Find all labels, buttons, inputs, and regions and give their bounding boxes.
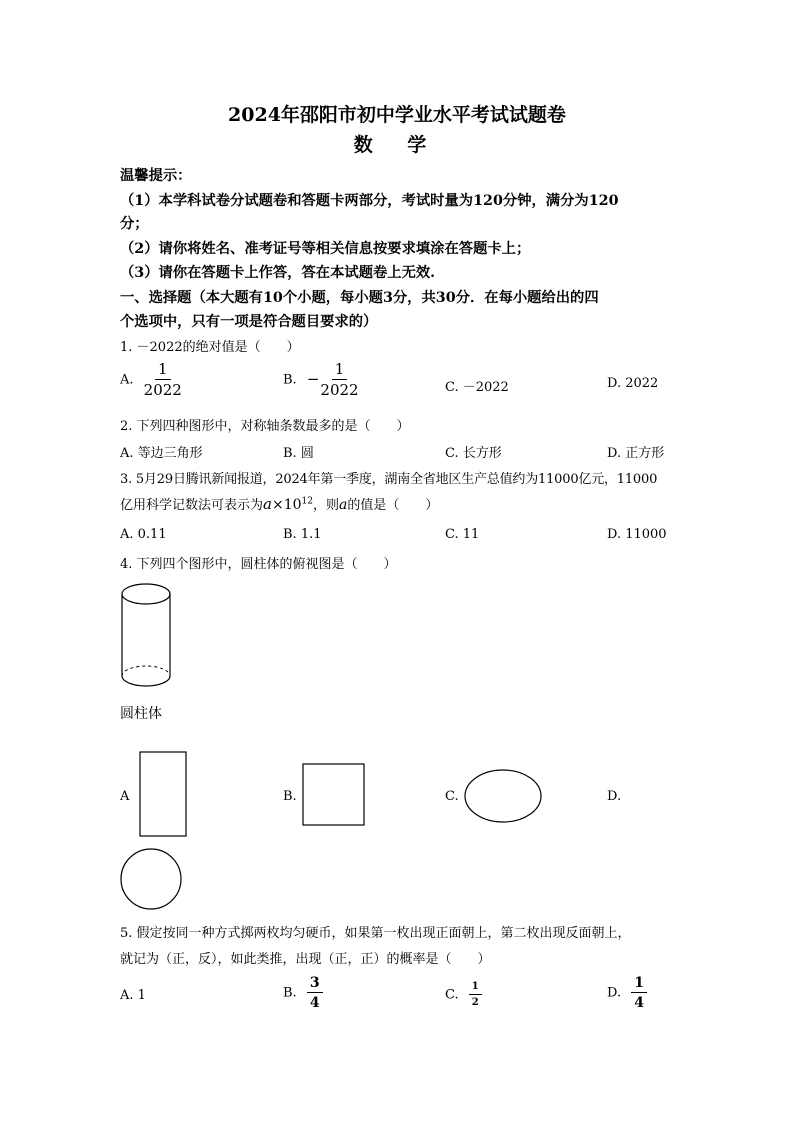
numerator: 3: [307, 976, 323, 993]
q4-option-c-ellipse[interactable]: [464, 768, 544, 824]
section-heading-cont: 个选项中，只有一项是符合题目要求的）: [120, 314, 378, 330]
notice-item-1-cont: 分；: [120, 216, 149, 232]
notice-item-2: （2）请你将姓名、准考证号等相关信息按要求填涂在答题卡上；: [120, 241, 531, 257]
q5-option-c[interactable]: [445, 982, 482, 1008]
q1-option-c[interactable]: C. －2022: [445, 380, 509, 395]
q4-option-b-label[interactable]: B.: [283, 789, 297, 804]
minus-sign: −: [306, 369, 320, 388]
times-ten: ×10: [271, 497, 302, 513]
stem-text: ，则: [312, 498, 339, 513]
denominator: 2: [471, 997, 479, 1008]
option-label: C.: [445, 987, 459, 1003]
q5-option-b[interactable]: [283, 976, 323, 1010]
q1-option-b[interactable]: [283, 362, 359, 398]
q4-option-a-rectangle[interactable]: [139, 751, 189, 839]
question-5-stem: 5. 假定按同一种方式掷两枚均匀硬币，如果第一枚出现正面朝上，第二枚出现反面朝上，: [120, 926, 631, 941]
notice-item-1: （1）本学科试卷分试题卷和答题卡两部分，考试时量为120分钟，满分为120: [120, 193, 619, 209]
q2-option-c[interactable]: C. 长方形: [445, 446, 502, 461]
question-5-stem-cont: 就记为（正，反），如此类推，出现（正，正）的概率是（ ）: [120, 952, 491, 967]
numerator: 1: [155, 362, 171, 380]
q4-option-d-label[interactable]: D.: [607, 789, 622, 804]
cylinder-caption: 圆柱体: [120, 706, 162, 722]
notice-item-3: （3）请你在答题卡上作答，答在本试题卷上无效.: [120, 265, 436, 281]
option-label: B.: [283, 985, 297, 1001]
q2-option-a[interactable]: A. 等边三角形: [120, 446, 203, 461]
question-4-stem: 4. 下列四个图形中，圆柱体的俯视图是（ ）: [120, 557, 397, 572]
q5-option-a[interactable]: A. 1: [120, 988, 146, 1003]
cylinder-figure: [118, 580, 178, 700]
q3-option-a[interactable]: A. 0.11: [120, 527, 167, 542]
numerator: 1: [332, 362, 348, 380]
q3-option-d[interactable]: D. 11000: [607, 527, 667, 542]
q1-option-a[interactable]: [120, 362, 182, 398]
q1-option-d[interactable]: D. 2022: [607, 376, 659, 391]
numerator: 1: [469, 982, 482, 995]
stem-text: 的值是（ ）: [347, 498, 439, 513]
fraction: [631, 976, 647, 1010]
variable-a: a: [263, 495, 272, 513]
notice-heading: 温馨提示：: [120, 168, 192, 184]
section-heading: 一、选择题（本大题有10个小题，每小题3分，共30分．在每小题给出的四: [120, 290, 599, 306]
question-2-stem: 2. 下列四种图形中，对称轴条数最多的是（ ）: [120, 419, 410, 434]
fraction: [320, 362, 358, 398]
option-label: A.: [120, 372, 134, 388]
question-3-stem-cont: [120, 494, 438, 513]
q3-option-c[interactable]: C. 11: [445, 527, 480, 542]
q3-option-b[interactable]: B. 1.1: [283, 527, 322, 542]
option-label: D.: [607, 985, 622, 1001]
q4-option-b-square[interactable]: [302, 763, 366, 827]
exponent: 12: [301, 496, 313, 507]
q4-option-a-label[interactable]: A: [120, 789, 130, 804]
denominator: 4: [634, 995, 644, 1011]
q2-option-d[interactable]: D. 正方形: [607, 446, 665, 461]
question-3-stem: 3. 5月29日腾讯新闻报道，2024年第一季度，湖南全省地区生产总值约为11000亿元，11000: [120, 472, 658, 487]
numerator: 1: [631, 976, 647, 993]
denominator: 2022: [320, 381, 359, 399]
denominator: 2022: [143, 381, 182, 399]
variable-a: a: [338, 497, 348, 513]
q2-option-b[interactable]: B. 圆: [283, 446, 314, 461]
q5-option-d[interactable]: [607, 976, 647, 1010]
stem-text: 亿用科学记数法可表示为: [120, 498, 264, 513]
denominator: 4: [309, 995, 320, 1011]
exam-subject: 数 学: [353, 134, 441, 156]
question-1-stem: 1. －2022的绝对值是（ ）: [120, 340, 300, 355]
q4-option-c-label[interactable]: C.: [445, 789, 459, 804]
exam-title: 2024年邵阳市初中学业水平考试试题卷: [228, 104, 566, 126]
option-label: B.: [283, 372, 297, 388]
fraction: [469, 982, 482, 1008]
fraction: [144, 362, 182, 398]
q4-option-d-circle[interactable]: [120, 848, 184, 912]
fraction: [307, 976, 323, 1010]
